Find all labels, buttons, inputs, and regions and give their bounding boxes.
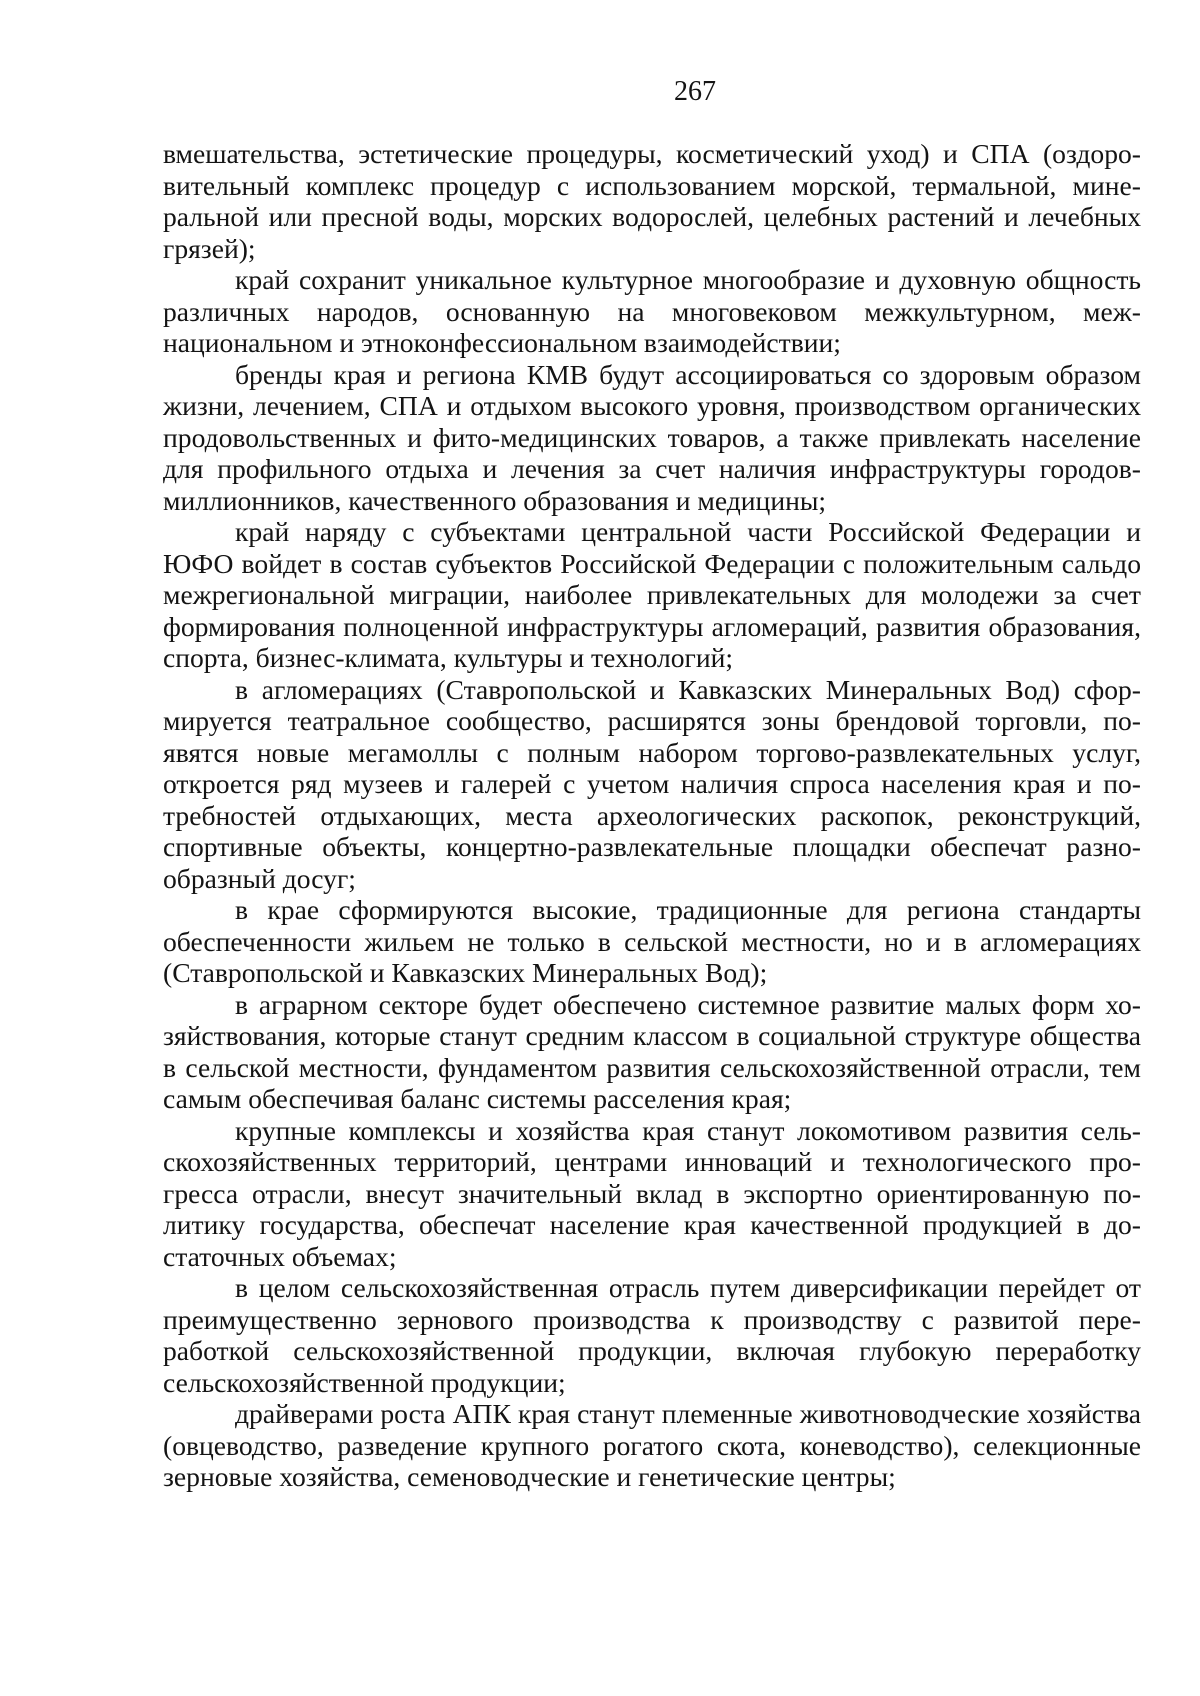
paragraph: в крае сформируются высокие, традиционные для региона стандарты обеспеченности жильем не только в сельской местности, но и в агломерациях (Ставропольской и Кавказских Минеральных Вод);	[163, 894, 1141, 988]
page-number: 267	[674, 76, 716, 107]
paragraph: драйверами роста АПК края станут племенные животноводческие хозяйства (овцеводство, разведение крупного рогатого скота, коневодство), селекционные зерновые хозяйства, семеноводческие и генетические центры;	[163, 1398, 1141, 1492]
paragraph: край сохранит уникальное культурное многообразие и духовную общность различных народов, основанную на многовековом межкультурном, межнациональном и этноконфессиональном взаимодействии;	[163, 264, 1141, 358]
paragraph: крупные комплексы и хозяйства края станут локомотивом развития сельскохозяйственных территорий, центрами инноваций и технологического прогресса отрасли, внесут значительный вклад в экспортно ориентированную политику государства, обеспечат население края качественной продукцией в достаточных объемах;	[163, 1114, 1141, 1272]
paragraph: в агломерациях (Ставропольской и Кавказских Минеральных Вод) сформируется театральное сообщество, расширятся зоны брендовой торговли, появятся новые мегамоллы с полным набором торгово-развлекательных услуг, откроется ряд музеев и галерей с учетом наличия спроса населения края и потребностей отдыхающих, места археологических раскопок, реконструкций, спортивные объекты, концертно-развлекательные площадки обеспечат разнообразный досуг;	[163, 673, 1141, 894]
paragraph: в аграрном секторе будет обеспечено системное развитие малых форм хозяйствования, которые станут средним классом в социальной структуре общества в сельской местности, фундаментом развития сельскохозяйственной отрасли, тем самым обеспечивая баланс системы расселения края;	[163, 988, 1141, 1114]
paragraph: бренды края и региона КМВ будут ассоциироваться со здоровым образом жизни, лечением, СПА и отдыхом высокого уровня, производством органических продовольственных и фито-медицинских товаров, а также привлекать население для профильного отдыха и лечения за счет наличия инфраструктуры городов-миллионников, качественного образования и медицины;	[163, 358, 1141, 516]
paragraph: в целом сельскохозяйственная отрасль путем диверсификации перейдет от преимущественно зернового производства к производству с развитой переработкой сельскохозяйственной продукции, включая глубокую переработку сельскохозяйственной продукции;	[163, 1272, 1141, 1398]
paragraph: край наряду с субъектами центральной части Российской Федерации и ЮФО войдет в состав субъектов Российской Федерации с положительным сальдо межрегиональной миграции, наиболее привлекательных для молодежи за счет формирования полноценной инфраструктуры агломераций, развития образования, спорта, бизнес-климата, культуры и технологий;	[163, 516, 1141, 673]
paragraph-continued: вмешательства, эстетические процедуры, косметический уход) и СПА (оздоровительный комплекс процедур с использованием морской, термальной, минеральной или пресной воды, морских водорослей, целебных растений и лечебных грязей);	[163, 138, 1141, 264]
body-text	[163, 138, 1141, 1493]
